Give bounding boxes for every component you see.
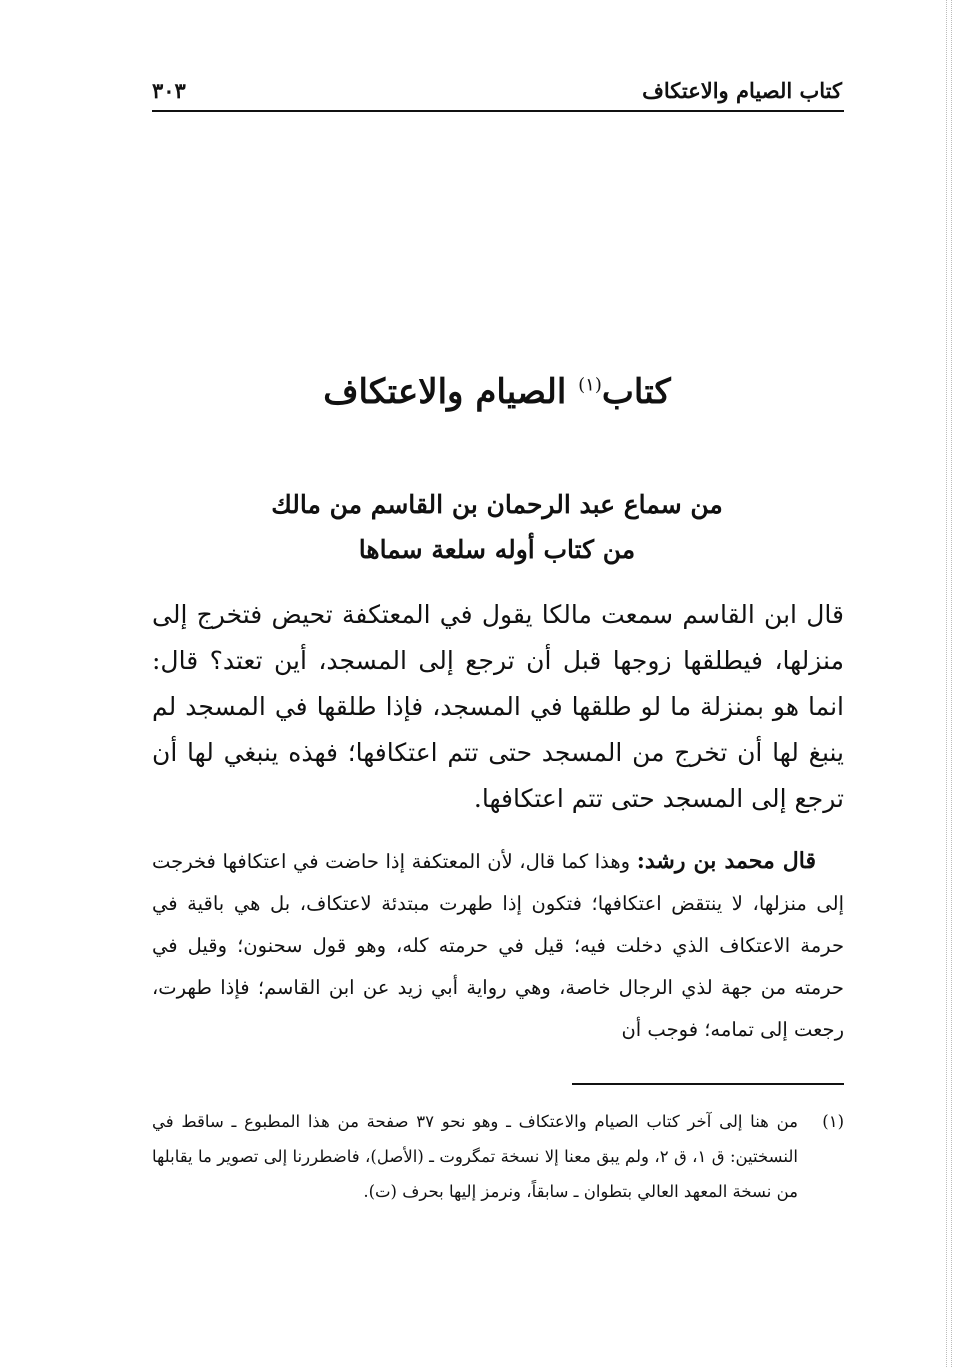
running-header-title: كتاب الصيام والاعتكاف — [642, 78, 842, 103]
section-subtitle-2: من كتاب أوله سلعة سماها — [358, 535, 636, 564]
footnote-text: من هنا إلى آخر كتاب الصيام والاعتكاف ـ وهو نحو ٣٧ صفحة من هذا المطبوع ـ ساقط في النسختين: ق ١، ق ٢، ولم يبق معنا إلا نسخة تمگروت ـ (الأصل)، فاضطررنا إلى تصوير ما يقابلها من نسخة المعهد العالي بتطوان ـ سابقاً، ونرمز إليها بحرف (ت). — [152, 1112, 798, 1201]
section-subtitle-1: من سماع عبد الرحمان بن القاسم من مالك — [271, 490, 723, 519]
footnote-rule — [572, 1083, 844, 1085]
header-rule — [152, 110, 844, 112]
paragraph-2-speaker: قال محمد بن رشد: — [636, 848, 817, 874]
footnote — [152, 1104, 844, 1209]
running-header — [152, 78, 842, 108]
paragraph-1: قال ابن القاسم سمعت مالكا يقول في المعتكفة تحيض فتخرج إلى منزلها، فيطلقها زوجها قبل أن ترجع إلى المسجد، أين تعتد؟ قال: انما هو بمنزلة ما لو طلقها في المسجد، فإذا طلقها في المسجد لم ينبغ لها أن تخرج من المسجد حتى تتم اعتكافها؛ فهذه ينبغي لها أن ترجع إلى المسجد حتى تتم اعتكافها. — [152, 600, 844, 813]
scan-edge-line — [951, 0, 952, 1367]
footnote-reference: (١) — [578, 374, 602, 396]
chapter-title-rest: الصيام والاعتكاف — [323, 372, 567, 412]
footnote-marker: (١) — [822, 1112, 844, 1131]
paragraph-2 — [152, 840, 844, 1051]
scan-edge-line — [946, 0, 947, 1367]
chapter-title — [152, 372, 842, 412]
page-number: ٣٠٣ — [152, 78, 186, 103]
chapter-title-first-word: كتاب — [601, 372, 671, 412]
paragraph-2-text: وهذا كما قال، لأن المعتكفة إذا حاضت في اعتكافها فخرجت إلى منزلها، لا ينتقض اعتكافها؛ فتكون إذا طهرت مبتدئة لاعتكاف، بل هي باقية في حرمة الاعتكاف الذي دخلت فيه؛ قيل في حرمته كله، وهو قول سحنون؛ وقيل في حرمته من جهة لذي الرجال خاصة، وهي رواية أبي زيد عن ابن القاسم؛ فإذا طهرت، رجعت إلى تمامه؛ فوجب أن — [152, 850, 845, 1041]
